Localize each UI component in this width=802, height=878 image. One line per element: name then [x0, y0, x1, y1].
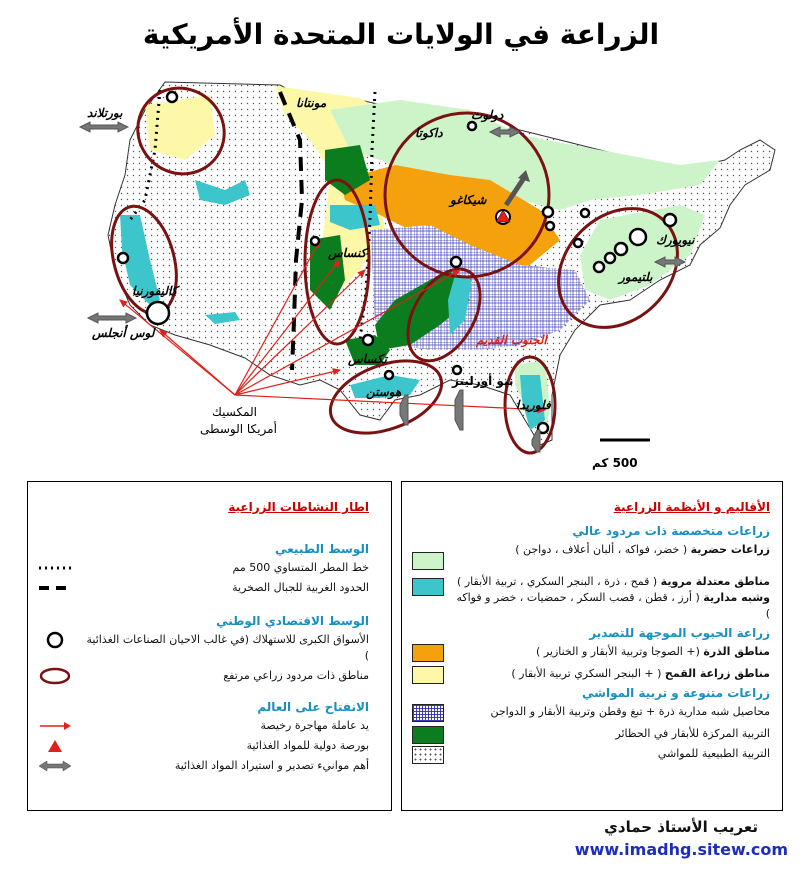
- label-central-america: أمريكا الوسطى: [200, 422, 277, 436]
- legend-corn-bold: مناطق الذرة: [703, 645, 770, 658]
- red-arrow-icon: [38, 718, 72, 734]
- label-new-york: نيويورك: [656, 233, 695, 247]
- label-california: كاليفورنيا: [132, 284, 178, 298]
- swatch-barns: [412, 726, 444, 744]
- legend-section-world: الانفتاح على العالم: [257, 700, 369, 714]
- legend-natural-grazing: التربية الطبيعية للمواشي: [657, 747, 770, 760]
- legend-section-economic: الوسط الاقتصادي الوطني: [216, 614, 369, 628]
- swatch-wheat: [412, 666, 444, 684]
- label-mexico: المكسيك: [212, 405, 257, 419]
- legend-ports: أهم موانيء تصدير و استيراد المواد الغذائية: [174, 759, 369, 772]
- legend-exchange: بورصة دولية للمواد الغذائية: [246, 739, 369, 752]
- legend-urban-rest: ( خضر، فواكه ، ألبان أعلاف ، دواجن ): [515, 543, 688, 556]
- legend-irrigated-rest: ( قمح ، ذرة ، البنجر السكري ، تربية الأبقار ): [457, 575, 658, 588]
- swatch-urban: [412, 552, 444, 570]
- legend-corn-rest: (+ الصوجا وتربية الأبقار و الخنازير ): [536, 645, 700, 658]
- legend-section-specialized: زراعات متخصصة ذات مردود عالي: [572, 524, 770, 538]
- label-portland: بورتلاند: [87, 106, 123, 120]
- label-old-south: الجنوب القديم: [476, 333, 547, 347]
- website-link[interactable]: www.imadhg.sitew.com: [574, 840, 788, 859]
- legend-markets: الأسواق الكبرى للاستهلاك (في غالب الاحيان الصناعات الغذائية ): [86, 633, 369, 662]
- legend-urban-bold: زراعات حضرية: [690, 543, 770, 556]
- swatch-subtropical: [412, 704, 444, 722]
- label-florida: فلوريدا: [516, 398, 551, 412]
- label-los-angeles: لوس أنجلس: [92, 326, 155, 340]
- legend-subtropical-rest: ( أرز ، قطن ، قصب السكر ، حمضيات ، خضر و فواكه ): [456, 591, 770, 620]
- swatch-corn: [412, 644, 444, 662]
- legend-subtropical-bold: وشبه مدارية: [703, 591, 770, 604]
- legend-right-title: الأقاليم و الأنظمة الزراعية: [613, 500, 770, 514]
- legend-agricultural-regions: [401, 481, 783, 811]
- legend-section-natural: الوسط الطبيعي: [275, 542, 369, 556]
- swatch-irrigated: [412, 578, 444, 596]
- rockies-symbol: [38, 580, 72, 596]
- legend-left-title: اطار النشاطات الزراعية: [228, 500, 369, 514]
- legend-irrigated-bold: مناطق معتدلة مروية: [660, 575, 770, 588]
- usa-agriculture-map: [0, 60, 802, 480]
- label-montana: مونتانا: [296, 96, 327, 110]
- legend-barns: التربية المركزة للأبقار في الحظائر: [615, 727, 770, 740]
- legend-isohyet: خط المطر المتساوي 500 مم: [232, 561, 369, 574]
- red-triangle-icon: [38, 738, 72, 754]
- legend-wheat-rest: ( + البنجر السكري تربية الأبقار ): [511, 667, 662, 680]
- legend-rockies: الحدود الغربية للجبال الصخرية: [232, 581, 369, 594]
- label-chicago: شيكاغو: [450, 193, 487, 207]
- label-houston: هوستن: [366, 385, 402, 399]
- legend-agricultural-framework: [27, 481, 392, 811]
- market-symbol: [38, 632, 72, 648]
- double-arrow-icon: [38, 758, 72, 774]
- legend-migrant-labor: يد عاملة مهاجرة رخيصة: [260, 719, 369, 732]
- legend-subtropical-crops: محاصيل شبه مدارية ذرة + تبغ وقطن وتربية الأبقار و الدواجن: [490, 705, 770, 718]
- label-duluth: دولوث: [471, 108, 504, 122]
- credit-text: تعريب الأستاذ حمادي: [604, 818, 758, 836]
- legend-wheat-bold: مناطق زراعة القمح: [664, 667, 770, 680]
- high-yield-symbol: [38, 668, 72, 684]
- legend-high-yield: مناطق ذات مردود زراعي مرتفع: [223, 669, 369, 682]
- swatch-natural-grazing: [412, 746, 444, 764]
- scale-label: 500 كم: [592, 456, 638, 470]
- legend-section-grains: زراعة الحبوب الموجهة للتصدير: [589, 626, 770, 640]
- isohyet-symbol: [38, 560, 72, 576]
- label-kansas: كنساس: [328, 246, 367, 260]
- legend-section-mixed: زراعات متنوعة و تربية المواشي: [582, 686, 770, 700]
- label-new-orleans: نيو أورلينز: [452, 374, 514, 388]
- label-texas: تكساس: [348, 352, 387, 366]
- label-baltimore: بلتيمور: [619, 270, 653, 284]
- page-title: الزراعة في الولايات المتحدة الأمريكية: [142, 18, 660, 51]
- label-dakota: داكوتا: [415, 126, 443, 140]
